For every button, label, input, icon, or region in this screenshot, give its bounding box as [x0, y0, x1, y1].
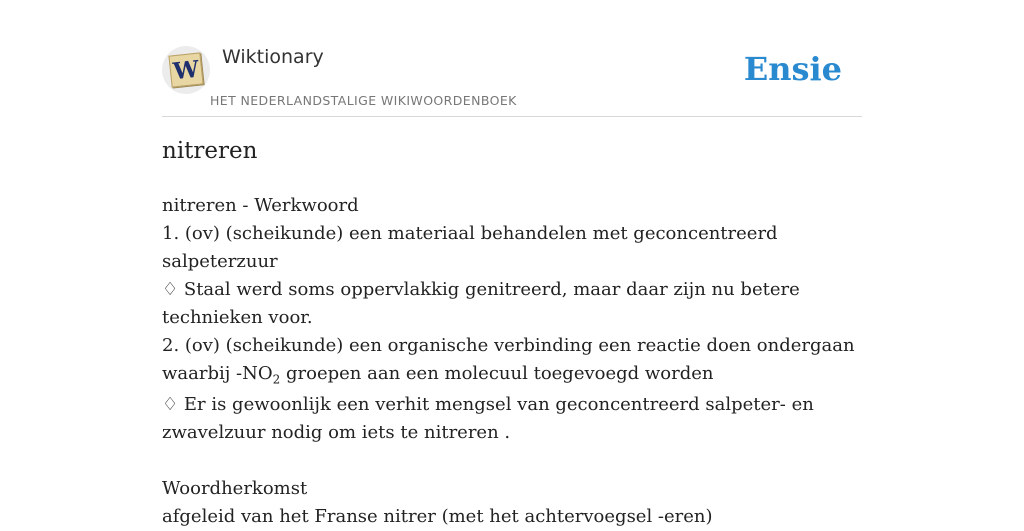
wiktionary-logo-icon[interactable] [162, 46, 210, 94]
site-subtitle: HET NEDERLANDSTALIGE WIKIWOORDENBOEK [210, 93, 517, 108]
part-of-speech-line: nitreren - Werkwoord [162, 195, 359, 216]
example-1: ♢ Staal werd soms oppervlakkig genitreerd, maar daar zijn nu betere technieken voor. [162, 279, 800, 328]
entry-content [162, 192, 862, 531]
page-title: nitreren [162, 138, 258, 164]
definition-2-text: 2. (ov) (scheikunde) een organische verbinding een reactie doen ondergaan waarbij -NO [162, 335, 855, 384]
definition-1: 1. (ov) (scheikunde) een materiaal behandelen met geconcentreerd salpeterzuur [162, 223, 778, 272]
definition-2-text-end: groepen aan een molecuul toegevoegd worden [280, 363, 714, 384]
site-header [162, 40, 862, 117]
logo-tile: W [168, 52, 203, 87]
spacer [162, 447, 862, 475]
definition-2 [162, 332, 862, 388]
site-title[interactable]: Wiktionary [222, 46, 324, 68]
ensie-brand-logo[interactable]: Ensie [743, 50, 842, 88]
etymology-text: afgeleid van het Franse nitrer (met het achtervoegsel -eren) [162, 506, 713, 527]
example-2: ♢ Er is gewoonlijk een verhit mengsel van geconcentreerd salpeter- en zwavelzuur nodig om iets te nitreren . [162, 394, 814, 443]
definition-2-subscript: 2 [272, 372, 281, 387]
etymology-heading: Woordherkomst [162, 478, 308, 499]
